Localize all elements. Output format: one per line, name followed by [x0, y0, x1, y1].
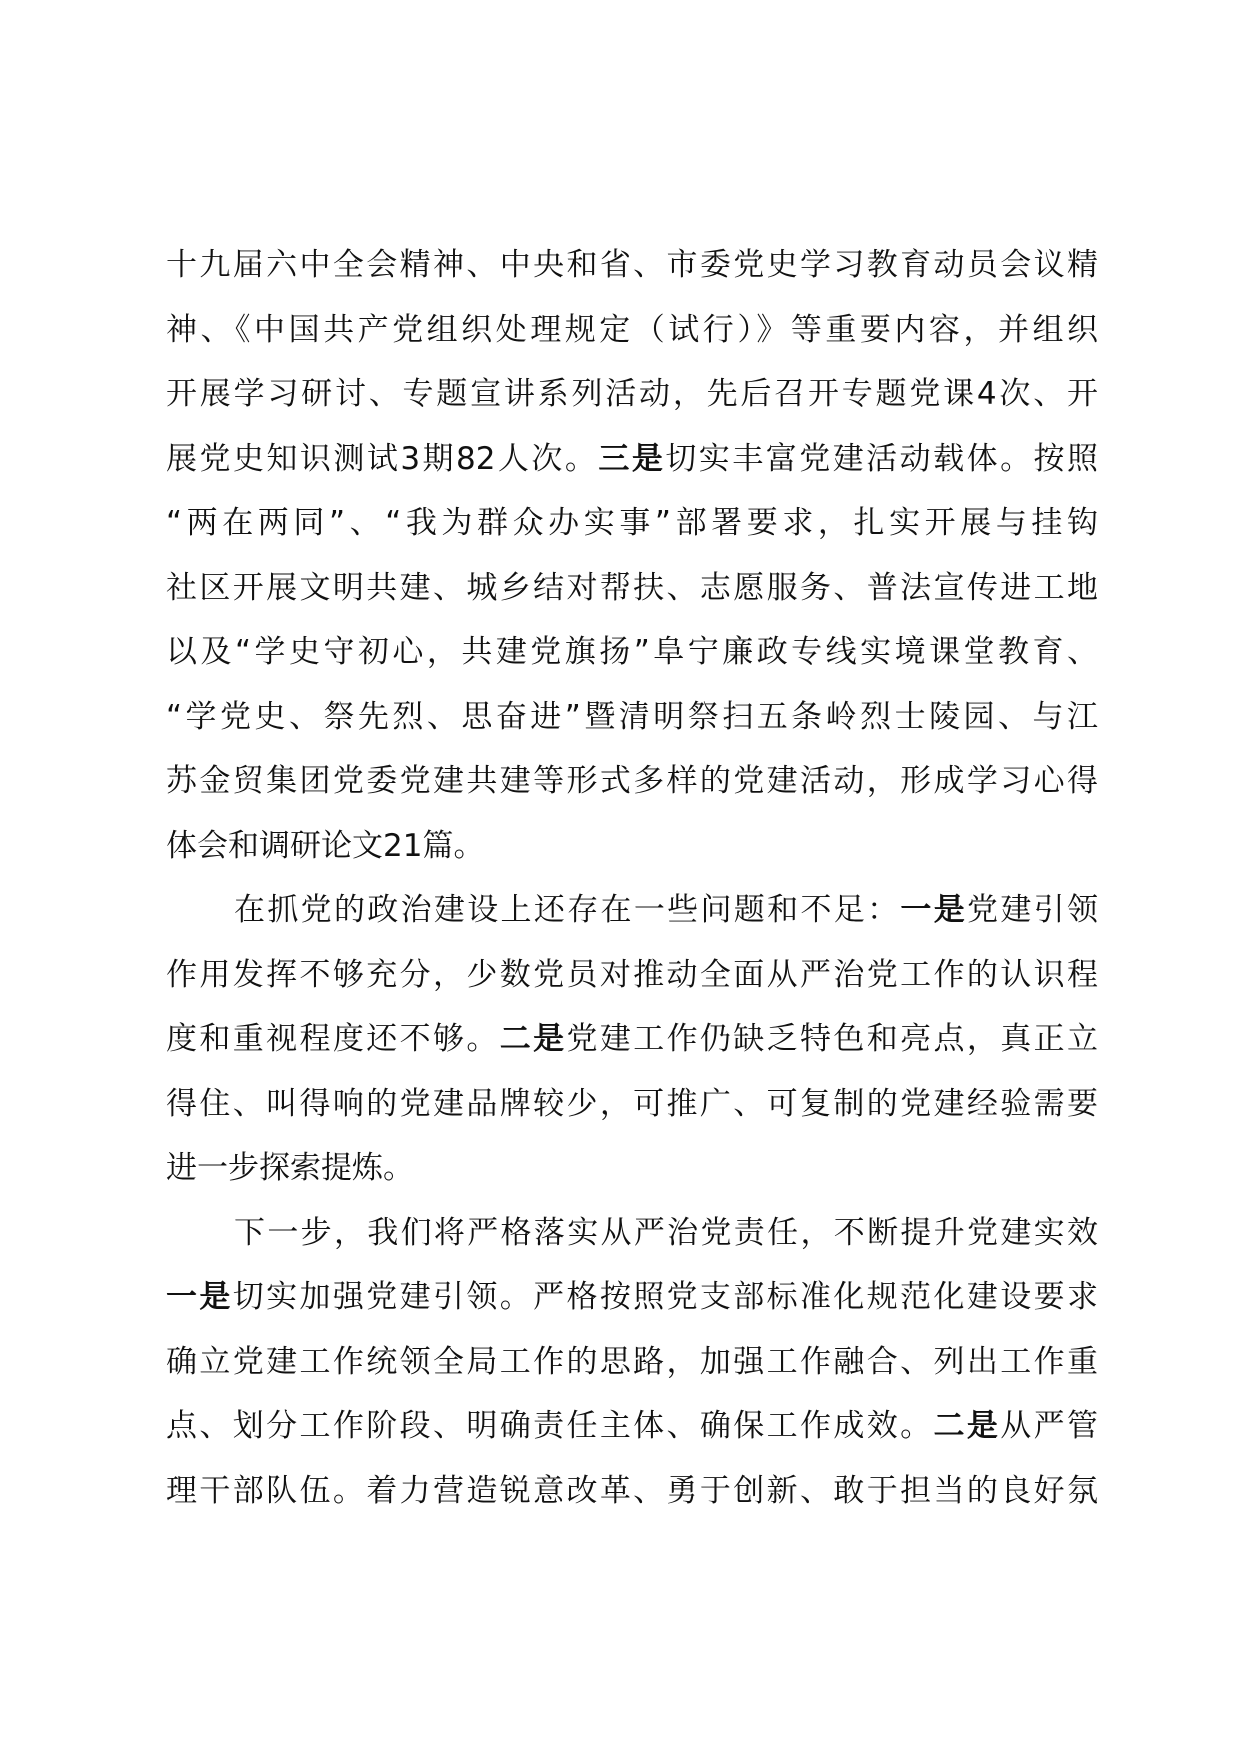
text-segment: 理干部队伍。着力营造锐意改革、勇于创新、敢于担当的良好氛: [166, 1472, 1098, 1509]
text-segment: 体会和调研论文21篇。: [166, 827, 485, 864]
text-segment: 以及“学史守初心，共建党旗扬”阜宁廉政专线实境课堂教育、: [166, 634, 1098, 670]
text-line: [166, 1201, 1098, 1266]
text-line: [166, 1007, 1098, 1072]
bold-text-segment: 二是: [933, 1408, 1001, 1444]
text-segment: 下一步，我们将严格落实从严治党责任，不断提升党建实效: [234, 1214, 1098, 1251]
text-line: [166, 620, 1098, 685]
bold-text-segment: 二是: [499, 1021, 567, 1057]
text-segment: “学党史、祭先烈、思奋进”暨清明祭扫五条岭烈士陵园、与江: [166, 698, 1098, 735]
text-line: [166, 814, 1098, 879]
text-segment: “两在两同”、“我为群众办实事”部署要求，扎实开展与挂钩: [166, 505, 1098, 541]
text-line: [166, 298, 1098, 363]
text-segment: 度和重视程度还不够。: [166, 1021, 500, 1057]
bold-text-segment: 一是: [900, 892, 968, 928]
text-line: [166, 1330, 1098, 1395]
bold-text-segment: 一是: [166, 1279, 233, 1315]
text-segment: 作用发挥不够充分，少数党员对推动全面从严治党工作的认识程: [166, 956, 1098, 993]
text-segment: 点、划分工作阶段、明确责任主体、确保工作成效。: [166, 1408, 934, 1444]
text-line: [166, 362, 1098, 427]
text-line: [166, 685, 1098, 750]
text-line: [166, 749, 1098, 814]
text-segment: 苏金贸集团党委党建共建等形式多样的党建活动，形成学习心得: [166, 763, 1098, 799]
text-segment: 开展学习研讨、专题宣讲系列活动，先后召开专题党课4次、开: [166, 376, 1098, 412]
document-body: [166, 233, 1098, 1523]
text-line: [166, 1072, 1098, 1137]
text-line: [166, 878, 1098, 943]
text-segment: 得住、叫得响的党建品牌较少，可推广、可复制的党建经验需要: [166, 1085, 1098, 1122]
text-line: [166, 1459, 1098, 1524]
text-line: [166, 1394, 1098, 1459]
text-segment: 切实丰富党建活动载体。按照: [665, 440, 1099, 477]
text-line: [166, 1136, 1098, 1201]
text-segment: 神、《中国共产党组织处理规定（试行）》等重要内容，并组织: [166, 311, 1098, 348]
bold-text-segment: 三是: [598, 440, 666, 477]
text-segment: 社区开展文明共建、城乡结对帮扶、志愿服务、普法宣传进工地: [166, 569, 1098, 606]
text-line: [166, 1265, 1098, 1330]
text-segment: 切实加强党建引领。严格按照党支部标准化规范化建设要求: [232, 1279, 1099, 1315]
text-line: [166, 233, 1098, 298]
text-segment: 确立党建工作统领全局工作的思路，加强工作融合、列出工作重: [166, 1343, 1098, 1380]
text-segment: 十九届六中全会精神、中央和省、市委党史学习教育动员会议精: [166, 247, 1098, 283]
text-line: [166, 491, 1098, 556]
text-line: [166, 556, 1098, 621]
text-segment: 党建引领: [967, 892, 1099, 928]
text-segment: 进一步探索提炼。: [166, 1150, 414, 1186]
text-segment: 展党史知识测试3期82人次。: [166, 440, 599, 477]
text-line: [166, 943, 1098, 1008]
text-segment: 党建工作仍缺乏特色和亮点，真正立: [566, 1021, 1099, 1057]
text-segment: 在抓党的政治建设上还存在一些问题和不足：: [234, 892, 901, 928]
text-segment: 从严管: [1000, 1408, 1099, 1444]
text-line: [166, 427, 1098, 492]
